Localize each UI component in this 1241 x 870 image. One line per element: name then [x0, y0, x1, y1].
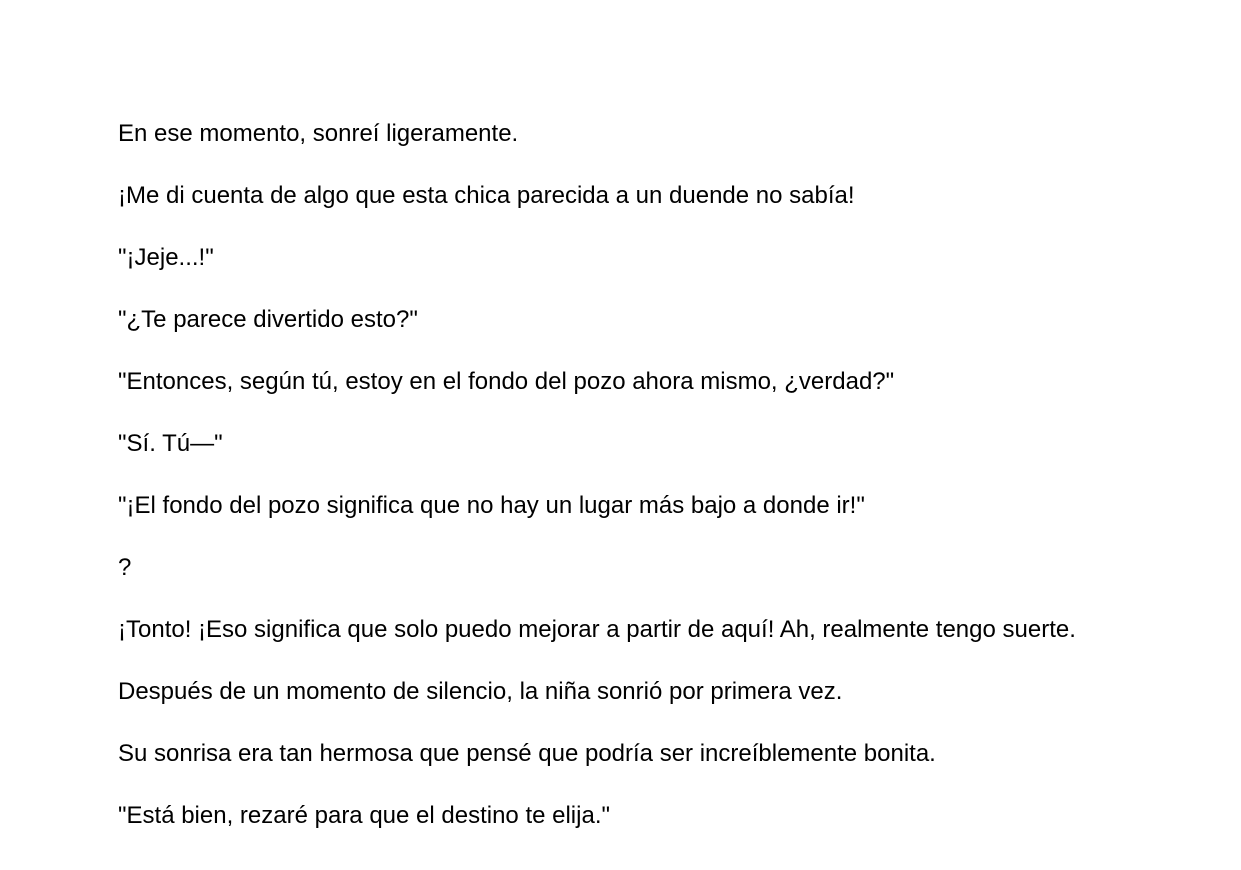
- paragraph: ¡Tonto! ¡Eso significa que solo puedo mejorar a partir de aquí! Ah, realmente tengo suerte.: [118, 616, 1076, 643]
- paragraph: "Está bien, rezaré para que el destino te elija.": [118, 802, 610, 829]
- paragraph: ¡Me di cuenta de algo que esta chica parecida a un duende no sabía!: [118, 182, 855, 209]
- paragraph: "Entonces, según tú, estoy en el fondo del pozo ahora mismo, ¿verdad?": [118, 368, 895, 395]
- paragraph: Después de un momento de silencio, la niña sonrió por primera vez.: [118, 678, 843, 705]
- paragraph: "¡El fondo del pozo significa que no hay un lugar más bajo a donde ir!": [118, 492, 865, 519]
- paragraph: Su sonrisa era tan hermosa que pensé que podría ser increíblemente bonita.: [118, 740, 936, 767]
- paragraph: En ese momento, sonreí ligeramente.: [118, 120, 519, 147]
- paragraph: ?: [118, 554, 132, 581]
- paragraph: "Sí. Tú—": [118, 430, 223, 457]
- paragraph: "¿Te parece divertido esto?": [118, 306, 418, 333]
- paragraph: "¡Jeje...!": [118, 244, 214, 271]
- document-body: [118, 118, 1128, 831]
